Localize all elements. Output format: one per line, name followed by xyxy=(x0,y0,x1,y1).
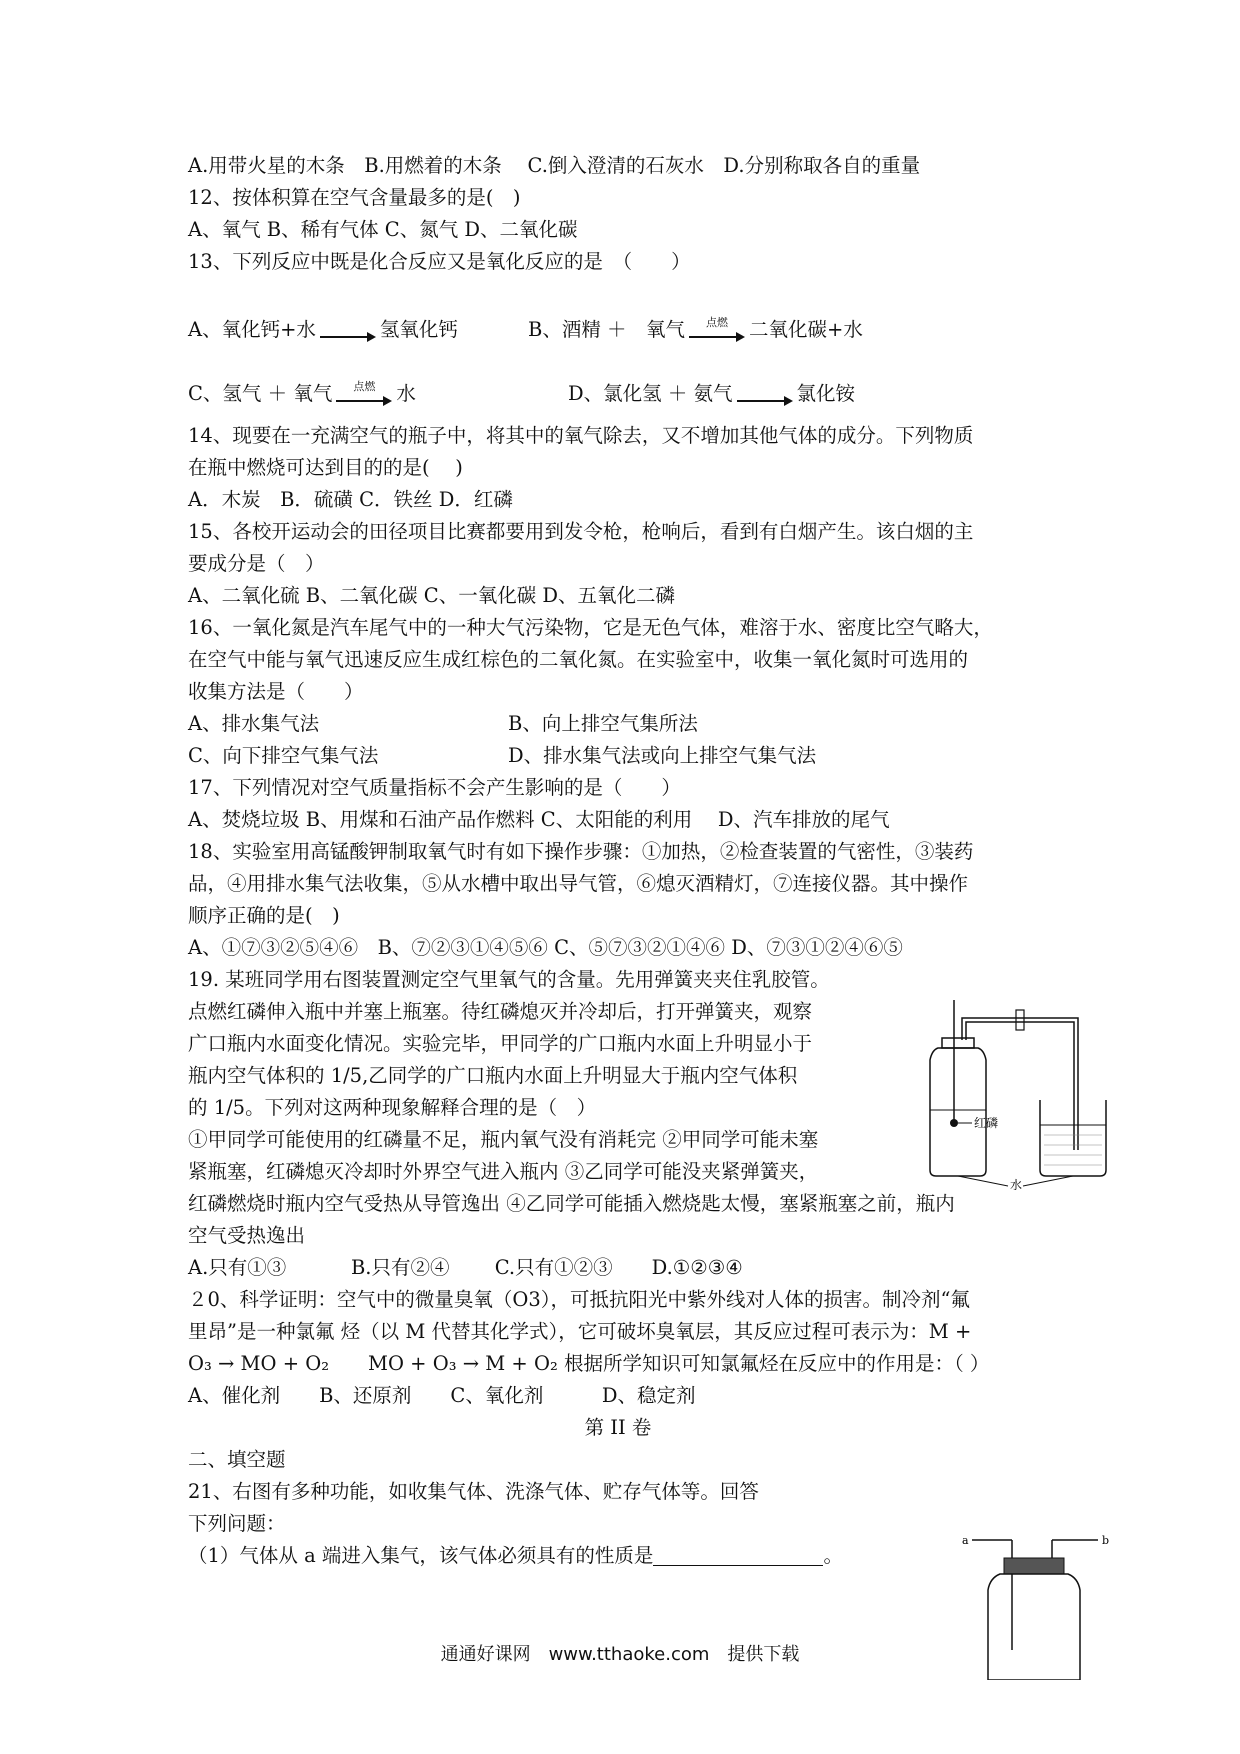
q19-stem-3: 广口瓶内水面变化情况。实验完毕，甲同学的广口瓶内水面上升明显小于 xyxy=(188,1032,813,1055)
q20-stem-3: O₃ → MO + O₂ MO + O₃ → M + O₂ 根据所学知识可知氯氟烃在反应中的作用是：（ ） xyxy=(188,1352,990,1375)
q19-stem-6: ①甲同学可能使用的红磷量不足，瓶内氧气没有消耗完 ②甲同学可能未塞 xyxy=(188,1128,819,1151)
eq-b-left: B、酒精 ＋ 氧气 xyxy=(528,318,686,341)
q14-options: A．木炭 B．硫磺 C．铁丝 D．红磷 xyxy=(188,488,513,511)
q19-stem-5: 的 1/5。下列对这两种现象解释合理的是（ ） xyxy=(188,1096,597,1119)
q19-stem-8: 红磷燃烧时瓶内空气受热从导管逸出 ④乙同学可能插入燃烧匙太慢，塞紧瓶塞之前，瓶内 xyxy=(188,1192,955,1215)
answer-blank[interactable] xyxy=(653,1545,823,1566)
footer-source: 通通好课网 www.tthaoke.com 提供下载 xyxy=(440,1644,800,1665)
eq-b-right: 二氧化碳+水 xyxy=(749,318,863,341)
q14-stem-2: 在瓶中燃烧可达到目的的是( ) xyxy=(188,456,463,479)
tube-b-label: b xyxy=(1102,1534,1110,1547)
volume-title: 第 II 卷 xyxy=(584,1416,652,1439)
eq-d-right: 氯化铵 xyxy=(796,382,856,405)
q19-stem-7: 紧瓶塞，红磷熄灭冷却时外界空气进入瓶内 ③乙同学可能没夹紧弹簧夹， xyxy=(188,1160,819,1183)
q19-stem-9: 空气受热逸出 xyxy=(188,1224,306,1247)
section-title: 二、填空题 xyxy=(188,1448,286,1471)
eq-a-left: A、氧化钙+水 xyxy=(188,318,316,341)
q20-options: A、催化剂 B、还原剂 C、氧化剂 D、稳定剂 xyxy=(188,1384,696,1407)
q11-options: A.用带火星的木条 B.用燃着的木条 C.倒入澄清的石灰水 D.分别称取各自的重量 xyxy=(188,154,921,177)
arrow-icon xyxy=(320,326,376,342)
red-phosphorus-label: 红磷 xyxy=(974,1116,999,1130)
water-label: 水 xyxy=(1010,1178,1023,1190)
q17-stem: 17、下列情况对空气质量指标不会产生影响的是（ ） xyxy=(188,776,681,799)
condition-label: 点燃 xyxy=(353,380,376,393)
arrow-icon xyxy=(336,380,392,406)
q21-part1 xyxy=(188,1540,1048,1572)
q21-stem-2: 下列问题： xyxy=(188,1512,286,1535)
q16-options-cd xyxy=(188,740,1048,772)
q16-option-d: D、排水集气法或向上排空气集气法 xyxy=(508,744,817,767)
q13-stem: 13、下列反应中既是化合反应又是氧化反应的是 （ ） xyxy=(188,250,691,273)
oxygen-apparatus-figure xyxy=(928,990,1108,1190)
q15-stem-1: 15、各校开运动会的田径项目比赛都要用到发令枪，枪响后，看到有白烟产生。该白烟的主 xyxy=(188,520,974,543)
arrow-icon xyxy=(737,390,793,406)
q16-stem-2: 在空气中能与氧气迅速反应生成红棕色的二氧化氮。在实验室中，收集一氧化氮时可选用的 xyxy=(188,648,969,671)
eq-c-right: 水 xyxy=(396,382,416,405)
q14-stem-1: 14、现要在一充满空气的瓶子中，将其中的氧气除去，又不增加其他气体的成分。下列物质 xyxy=(188,424,974,447)
q16-stem-1: 16、一氧化氮是汽车尾气中的一种大气污染物，它是无色气体，难溶于水、密度比空气略大， xyxy=(188,616,993,639)
q21-part1-end: 。 xyxy=(823,1544,843,1567)
q18-options: A、①⑦③②⑤④⑥ B、⑦②③①④⑤⑥ C、⑤⑦③②①④⑥ D、⑦③①②④⑥⑤ xyxy=(188,936,903,959)
q20-stem-2: 里昂”是一种氯氟 烃（以 M 代替其化学式），它可破坏臭氧层，其反应过程可表示为：M + xyxy=(188,1320,972,1343)
q18-stem-2: 品，④用排水集气法收集，⑤从水槽中取出导气管，⑥熄灭酒精灯，⑦连接仪器。其中操作 xyxy=(188,872,969,895)
q19-stem-1: 19. 某班同学用右图装置测定空气里氧气的含量。先用弹簧夹夹住乳胶管。 xyxy=(188,968,830,991)
exam-page xyxy=(188,150,1048,1572)
eq-c-left: C、氢气 ＋ 氧气 xyxy=(188,382,333,405)
q20-stem-1: ２0、科学证明：空气中的微量臭氧（O3），可抵抗阳光中紫外线对人体的损害。制冷剂“氟 xyxy=(188,1288,971,1311)
condition-label: 点燃 xyxy=(706,316,729,329)
q15-stem-2: 要成分是（ ） xyxy=(188,552,325,575)
eq-a-right: 氢氧化钙 xyxy=(379,318,458,341)
q13-row-cd xyxy=(188,342,1048,406)
q21-part1-text: （1）气体从 a 端进入集气，该气体必须具有的性质是 xyxy=(188,1544,654,1567)
q16-stem-3: 收集方法是（ ） xyxy=(188,680,364,703)
q16-option-b: B、向上排空气集所法 xyxy=(508,712,698,735)
q12-stem: 12、按体积算在空气含量最多的是( ) xyxy=(188,186,521,209)
arrow-icon xyxy=(689,316,745,342)
q18-stem-1: 18、实验室用高锰酸钾制取氧气时有如下操作步骤：①加热，②检查装置的气密性，③装药 xyxy=(188,840,974,863)
q19-stem-4: 瓶内空气体积的 1/5,乙同学的广口瓶内水面上升明显大于瓶内空气体积 xyxy=(188,1064,798,1087)
q19-stem-2: 点燃红磷伸入瓶中并塞上瓶塞。待红磷熄灭并冷却后，打开弹簧夹，观察 xyxy=(188,1000,813,1023)
q18-stem-3: 顺序正确的是( ) xyxy=(188,904,340,927)
q17-options: A、焚烧垃圾 B、用煤和石油产品作燃料 C、太阳能的利用 D、汽车排放的尾气 xyxy=(188,808,890,831)
q16-option-a: A、排水集气法 xyxy=(188,712,320,735)
q21-stem-1: 21、右图有多种功能，如收集气体、洗涤气体、贮存气体等。回答 xyxy=(188,1480,759,1503)
q15-options: A、二氧化硫 B、二氧化碳 C、一氧化碳 D、五氧化二磷 xyxy=(188,584,676,607)
q19-options: A.只有①③ B.只有②④ C.只有①②③ D.①②③④ xyxy=(188,1256,743,1279)
q13-row-ab xyxy=(188,278,1048,342)
q16-options-ab xyxy=(188,708,1048,740)
q16-option-c: C、向下排空气集气法 xyxy=(188,744,379,767)
eq-d-left: D、氯化氢 ＋ 氨气 xyxy=(568,382,733,405)
tube-a-label: a xyxy=(962,1534,969,1547)
q12-options: A、氧气 B、稀有气体 C、氮气 D、二氧化碳 xyxy=(188,218,578,241)
